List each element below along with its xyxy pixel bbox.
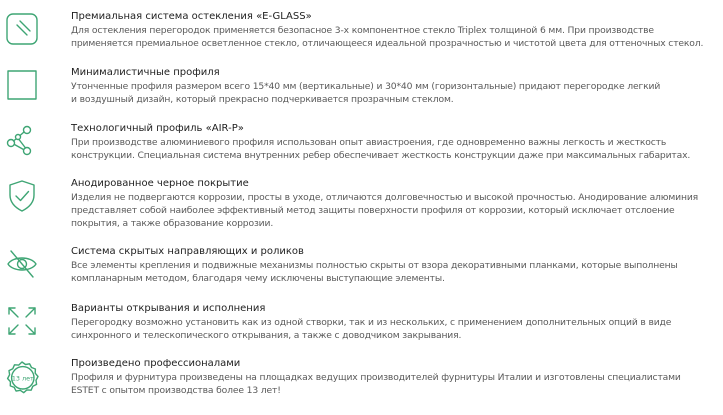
badge-text: 13 лет: [11, 374, 34, 383]
feature-title: Технологичный профиль «AIR-P»: [71, 123, 244, 134]
feature-item-hidden-guides: [0, 245, 723, 303]
badge-13-years-icon: [5, 361, 39, 395]
feature-description: [71, 316, 721, 342]
feature-title: Премиальная система остекления «E-GLASS»: [71, 11, 312, 22]
shield-check-icon: [5, 179, 39, 213]
feature-title: Анодированное черное покрытие: [71, 178, 249, 189]
feature-item-anodized-coating: [0, 177, 723, 235]
feature-title: Варианты открывания и исполнения: [71, 303, 266, 314]
feature-title: Произведено профессионалами: [71, 358, 241, 369]
description-line: синхронного и телескопического открывания, а также с доводчиком закрывания.: [71, 330, 462, 341]
description-line: Утонченные профиля размером всего 15*40 мм (вертикальные) и 30*40 мм (горизонтальные) придают перегородке легкий: [71, 81, 661, 92]
feature-description: [71, 80, 721, 106]
description-line: Профиля и фурнитура произведены на площадках ведущих производителей фурнитуры Италии и изготовлены специалистами: [71, 372, 681, 383]
eye-slash-icon: [5, 247, 39, 281]
feature-description: [71, 371, 721, 397]
feature-item-air-p-profile: [0, 122, 723, 180]
share-nodes-icon: [5, 124, 39, 158]
description-line: Изделия не подвергаются коррозии, просты в уходе, отличаются долговечностью и высокой прочностью. Анодирование алюминия: [71, 192, 699, 203]
feature-description: [71, 24, 721, 50]
description-line: применяется премиальное осветленное стекло, отличающееся идеальной прозрачностью и чистотой цвета для оттеночных стекол.: [71, 38, 704, 49]
description-line: Перегородку возможно установить как из одной створки, так и из нескольких, с применением дополнительных опций в виде: [71, 317, 672, 328]
square-frame-icon: [5, 68, 39, 102]
feature-description: [71, 136, 721, 162]
description-line: конструкции. Специальная система внутренних ребер обеспечивает жесткость конструкции даже при максимальных габаритах.: [71, 150, 691, 161]
feature-item-minimal-profiles: [0, 66, 723, 124]
description-line: При производстве алюминиевого профиля использован опыт авиастроения, где одновременно важны легкость и жесткость: [71, 137, 667, 148]
description-line: ESTET с опытом производства более 13 лет!: [71, 385, 281, 396]
feature-description: [71, 191, 721, 230]
glass-pane-icon: [5, 12, 39, 46]
feature-title: Система скрытых направляющих и роликов: [71, 246, 304, 257]
feature-item-opening-options: [0, 302, 723, 360]
description-line: представляет собой наиболее эффективный метод защиты поверхности профиля от коррозии, который исключает отслоение: [71, 205, 675, 216]
description-line: покрытия, а также образование коррозии.: [71, 218, 274, 229]
feature-description: [71, 259, 721, 285]
feature-item-e-glass: [0, 10, 723, 68]
feature-item-professionals: [0, 357, 723, 415]
expand-arrows-icon: [5, 304, 39, 338]
description-line: и воздушный дизайн, который прекрасно подчеркивается прозрачным стеклом.: [71, 94, 454, 105]
description-line: компланарным методом, благодаря чему исключены выступающие элементы.: [71, 273, 445, 284]
description-line: Для остекления перегородок применяется безопасное 3-х компонентное стекло Triplex толщиной 6 мм. При производстве: [71, 25, 654, 36]
description-line: Все элементы крепления и подвижные механизмы полностью скрыты от взора декоративными планками, которые выполнены: [71, 260, 678, 271]
feature-title: Минималистичные профиля: [71, 67, 220, 78]
